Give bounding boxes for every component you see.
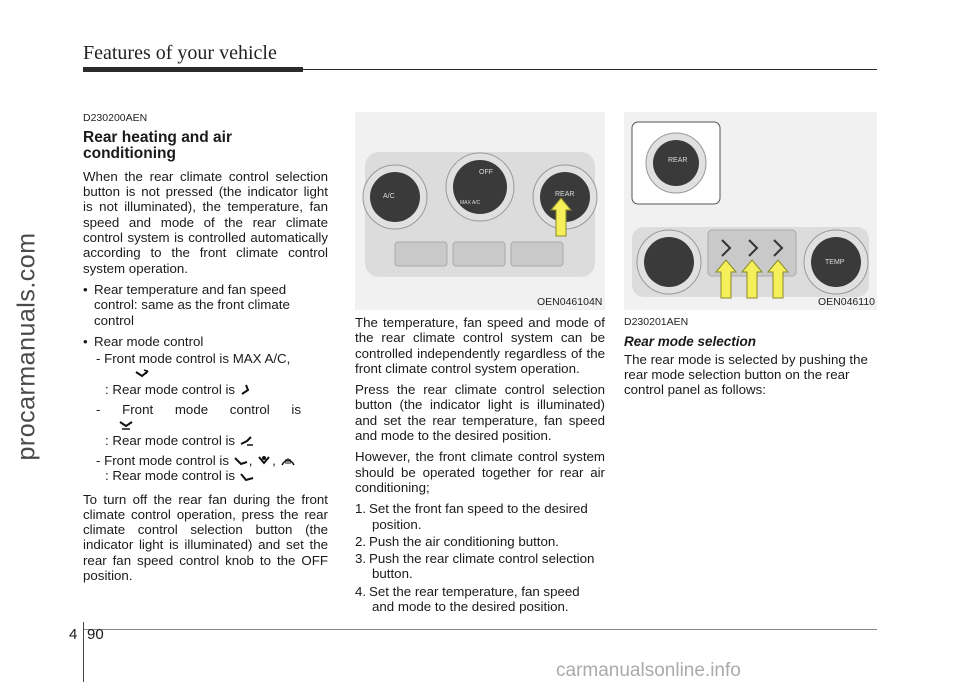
rear-mode-heading: Rear mode selection bbox=[624, 334, 757, 350]
mode-rule-1-rear: : Rear mode control is bbox=[105, 381, 236, 397]
mode-rule-2-rear: : Rear mode control is bbox=[105, 432, 236, 448]
section-number: 4 bbox=[69, 626, 78, 643]
page-number: 90 bbox=[87, 626, 104, 643]
header-rule bbox=[303, 69, 877, 70]
mode-rule-1-front: - Front mode control is MAX A/C, bbox=[96, 351, 291, 367]
mode-rule-3-front: - Front mode control is bbox=[96, 452, 230, 468]
outro-paragraph: To turn off the rear fan during the front climate control operation, press the rear climate control selection button (the indicator light is illuminated) and set the rear fan speed control knob to the OFF position. bbox=[83, 491, 328, 584]
off-knob-label: OFF bbox=[479, 169, 493, 176]
footer-rule bbox=[83, 629, 877, 630]
press-button-paragraph: Press the rear climate control selection button (the indicator light is illuminated) and set the rear temperature, fan speed and mode to the desired position. bbox=[355, 382, 605, 444]
temp-knob-label: TEMP bbox=[825, 259, 845, 266]
mode-rule-2 bbox=[83, 402, 328, 448]
however-paragraph: However, the front climate control system should be operated together for rear air conditioning; bbox=[355, 449, 605, 495]
rear-knob-label: REAR bbox=[555, 191, 575, 198]
page-header-title: Features of your vehicle bbox=[83, 42, 277, 64]
mode-rule-2-front: - Front mode control is bbox=[96, 402, 302, 418]
mode-rule-3: - Front mode control is , , : Rear mode control is bbox=[83, 453, 328, 484]
rear-panel-drawing bbox=[624, 112, 877, 310]
intro-paragraph: When the rear climate control selection button is not pressed (the indicator light is not illuminated), the temperature, fan speed and mode of the rear climate control system is controlled automatically according to the front climate control system operation. bbox=[83, 168, 328, 276]
max-knob-label: MAX A/C bbox=[460, 200, 481, 206]
mode-rule-3-rear: : Rear mode control is bbox=[105, 468, 236, 484]
steps-list bbox=[355, 501, 605, 614]
front-panel-drawing bbox=[355, 112, 605, 310]
step-item: 4. Set the rear temperature, fan speed and mode to the desired position. bbox=[355, 583, 580, 615]
step-item: 3. Push the rear climate control selection button. bbox=[355, 551, 595, 582]
section-code: D230200AEN bbox=[83, 112, 148, 124]
face-mode-icon bbox=[239, 384, 255, 396]
floor-rear-icon bbox=[239, 470, 255, 482]
section-heading: Rear heating and air conditioning bbox=[83, 129, 233, 162]
mode-rule-1 bbox=[83, 351, 328, 397]
step-item: 2. Push the air conditioning button. bbox=[355, 533, 559, 549]
max-ac-mode-icon bbox=[134, 368, 150, 380]
bullet-temp-fan: • Rear temperature and fan speed control: same as the front climate control bbox=[83, 282, 328, 328]
section-code-2: D230201AEN bbox=[624, 316, 689, 328]
bottom-watermark: carmanualsonline.info bbox=[556, 660, 741, 681]
step-item: 1. Set the front fan speed to the desired position. bbox=[355, 501, 588, 532]
side-watermark: procarmanuals.com bbox=[12, 232, 41, 461]
figure-caption-2: OEN046110 bbox=[818, 296, 876, 308]
footer-divider bbox=[83, 622, 84, 682]
bi-level-rear-icon bbox=[239, 435, 255, 447]
column-right bbox=[624, 315, 877, 403]
bullet-mode: • Rear mode control bbox=[83, 334, 328, 349]
ac-knob-label: A/C bbox=[383, 193, 395, 200]
rear-mode-paragraph: The rear mode is selected by pushing the rear mode selection button on the rear control panel as follows: bbox=[624, 351, 868, 398]
rear-inset-label: REAR bbox=[668, 157, 688, 164]
defrost-mode-icon bbox=[280, 455, 296, 467]
floor-defrost-mode-icon bbox=[256, 455, 272, 467]
figure-caption-1: OEN046104N bbox=[537, 296, 603, 308]
column-middle bbox=[355, 315, 605, 616]
bi-level-mode-icon bbox=[118, 419, 134, 431]
header-bar bbox=[83, 67, 303, 72]
floor-mode-icon bbox=[233, 455, 249, 467]
independent-control-paragraph: The temperature, fan speed and mode of the rear climate control system can be controlled independently regardless of the front climate control system operation. bbox=[355, 315, 605, 376]
column-left bbox=[83, 111, 328, 589]
front-climate-panel-image bbox=[355, 112, 605, 310]
rear-mode-panel-image bbox=[624, 112, 877, 310]
